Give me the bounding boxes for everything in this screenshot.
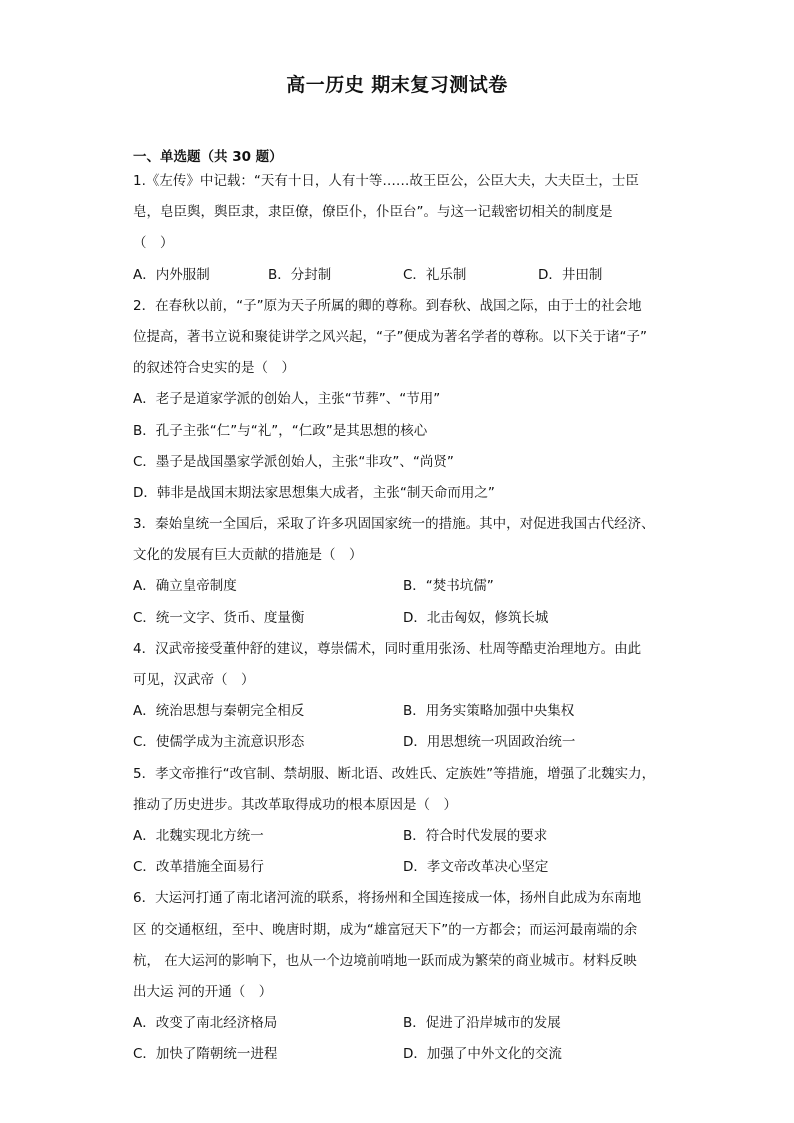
options-row <box>133 727 673 758</box>
option-c[interactable]: C．加快了隋朝统一进程 <box>133 1046 278 1063</box>
option-d[interactable]: D．北击匈奴，修筑长城 <box>403 609 549 626</box>
question-stem-line: 2．在春秋以前，“子”原为天子所属的卿的尊称。到春秋、战国之际，由于士的社会地 <box>133 297 642 314</box>
option-d[interactable]: D．用思想统一巩固政治统一 <box>403 734 576 751</box>
option-b[interactable]: B．促进了沿岸城市的发展 <box>403 1015 561 1032</box>
section-heading: 一、单选题（共 30 题） <box>133 149 283 165</box>
option-b[interactable]: B．分封制 <box>268 266 332 283</box>
option-c[interactable]: C．礼乐制 <box>403 266 467 283</box>
question-stem-line: 文化的发展有巨大贡献的措施是（ ） <box>133 547 363 564</box>
options-row <box>133 1039 673 1070</box>
question-4 <box>133 634 673 759</box>
question-stem-line: 区 的交通枢纽，至中、晚唐时期，成为“雄富冠天下”的一方都会；而运河最南端的余 <box>133 921 638 938</box>
question-1 <box>133 166 673 291</box>
question-list <box>133 166 673 1070</box>
option-c[interactable]: C．改革措施全面易行 <box>133 859 264 876</box>
question-stem-line: 5．孝文帝推行“改官制、禁胡服、断北语、改姓氏、定族姓”等措施，增强了北魏实力， <box>133 765 656 782</box>
question-stem-line: 位提高，著书立说和聚徒讲学之风兴起，“子”便成为著名学者的尊称。以下关于诸“子” <box>133 328 647 345</box>
option-b[interactable]: B．“焚书坑儒” <box>403 578 494 595</box>
option-d[interactable]: D．加强了中外文化的交流 <box>403 1046 562 1063</box>
option-c[interactable]: C．墨子是战国墨家学派创始人，主张“非攻”、“尚贤” <box>133 453 454 470</box>
options-row <box>133 260 673 291</box>
question-stem-line: 1.《左传》中记载：“天有十日，人有十等……故王臣公，公臣大夫，大夫臣士，士臣 <box>133 173 639 189</box>
options-row <box>133 696 673 727</box>
option-a[interactable]: A．内外服制 <box>133 266 210 283</box>
page-title: 高一历史 期末复习测试卷 <box>286 74 508 96</box>
option-b[interactable]: B．符合时代发展的要求 <box>403 827 548 844</box>
question-stem-line: （ ） <box>133 235 174 252</box>
question-stem-line: 的叙述符合史实的是（ ） <box>133 360 295 377</box>
question-5 <box>133 759 673 884</box>
question-stem-line: 3．秦始皇统一全国后，采取了许多巩固国家统一的措施。其中，对促进我国古代经济、 <box>133 516 655 533</box>
option-a[interactable]: A．确立皇帝制度 <box>133 578 237 595</box>
question-stem-line: 可见，汉武帝（ ） <box>133 672 255 688</box>
question-6 <box>133 883 673 1070</box>
option-c[interactable]: C．统一文字、货币、度量衡 <box>133 609 305 626</box>
question-2 <box>133 291 673 509</box>
options-row <box>133 852 673 883</box>
option-a[interactable]: A．改变了南北经济格局 <box>133 1015 278 1032</box>
option-b[interactable]: B．用务实策略加强中央集权 <box>403 703 575 720</box>
option-a[interactable]: A．老子是道家学派的创始人，主张“节葬”、“节用” <box>133 391 441 408</box>
question-stem-line: 皂，皂臣舆，舆臣隶，隶臣僚，僚臣仆，仆臣台”。与这一记载密切相关的制度是 <box>133 204 613 221</box>
question-3 <box>133 509 673 634</box>
options-row <box>133 571 673 602</box>
question-stem-line: 6．大运河打通了南北诸河流的联系，将扬州和全国连接成一体，扬州自此成为东南地 <box>133 890 642 907</box>
option-a[interactable]: A．北魏实现北方统一 <box>133 827 264 844</box>
question-stem-line: 出大运 河的开通（ ） <box>133 983 273 1000</box>
options-row <box>133 821 673 852</box>
option-d[interactable]: D．韩非是战国末期法家思想集大成者，主张“制天命而用之” <box>133 484 495 501</box>
question-stem-line: 杭， 在大运河的影响下，也从一个边境前哨地一跃而成为繁荣的商业城市。材料反映 <box>133 952 637 969</box>
options-row <box>133 603 673 634</box>
option-d[interactable]: D．井田制 <box>538 266 603 283</box>
option-c[interactable]: C．使儒学成为主流意识形态 <box>133 734 305 751</box>
options-row <box>133 1008 673 1039</box>
option-b[interactable]: B．孔子主张“仁”与“礼”，“仁政”是其思想的核心 <box>133 422 428 439</box>
question-stem-line: 4．汉武帝接受董仲舒的建议，尊崇儒术，同时重用张汤、杜周等酷吏治理地方。由此 <box>133 640 642 657</box>
option-d[interactable]: D．孝文帝改革决心坚定 <box>403 859 549 876</box>
option-a[interactable]: A．统治思想与秦朝完全相反 <box>133 703 305 720</box>
question-stem-line: 推动了历史进步。其改革取得成功的根本原因是（ ） <box>133 796 457 813</box>
